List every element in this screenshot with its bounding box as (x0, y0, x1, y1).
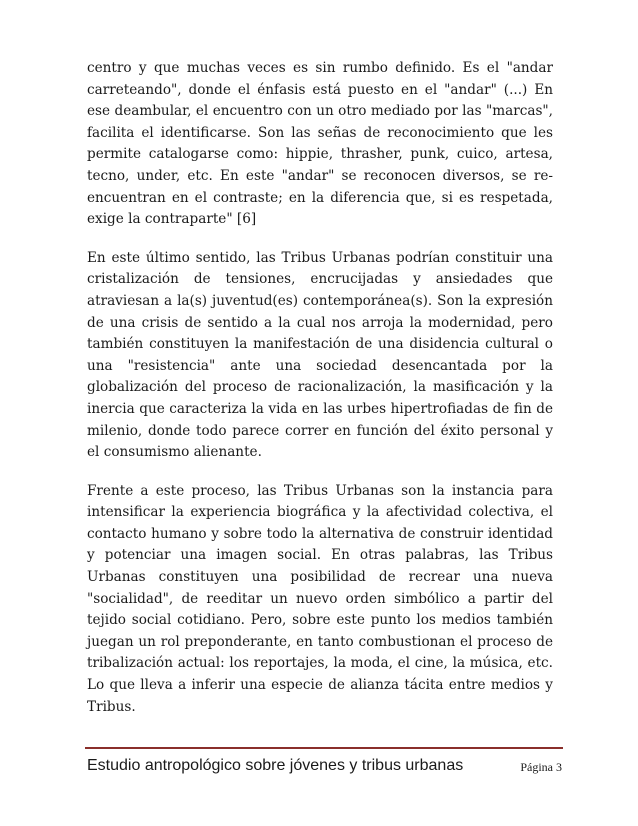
paragraph-3: Frente a este proceso, las Tribus Urbanas son la instancia para intensificar la experiencia biográfica y la afectividad colectiva, el contacto humano y sobre todo la alternativa de construir identidad y potenciar una imagen social. En otras palabras, las Tribus Urbanas constituyen una posibilidad de recrear una nueva "socialidad", de reeditar un nuevo orden simbólico a partir del tejido social cotidiano. Pero, sobre este punto los medios también juegan un rol preponderante, en tanto combustionan el proceso de tribalización actual: los reportajes, la moda, el cine, la música, etc. Lo que lleva a inferir una especie de alianza tácita entre medios y Tribus. (87, 482, 553, 715)
body-text (87, 58, 553, 735)
paragraph-1: centro y que muchas veces es sin rumbo definido. Es el "andar carreteando", donde el énfasis está puesto en el "andar" (...) En ese deambular, el encuentro con un otro mediado por las "marcas", facilita el identificarse. Son las señas de reconocimiento que les permite catalogarse como: hippie, thrasher, punk, cuico, artesa, tecno, under, etc. En este "andar" se reconocen diversos, se re-encuentran en el contraste; en la diferencia que, si es respetada, exige la contraparte" [6] (87, 60, 553, 228)
footer-page-number: Página 3 (520, 760, 562, 774)
footer-divider (85, 747, 563, 749)
paragraph-2: En este último sentido, las Tribus Urbanas podrían constituir una cristalización de tensiones, encrucijadas y ansiedades que atraviesan a la(s) juventud(es) contemporánea(s). Son la expresión de una crisis de sentido a la cual nos arroja la modernidad, pero también constituyen la manifestación de una disidencia cultural o una "resistencia" ante una sociedad desencantada por la globalización del proceso de racionalización, la masificación y la inercia que caracteriza la vida en las urbes hipertrofiadas de fin de milenio, donde todo parece correr en función del éxito personal y el consumismo alienante. (87, 249, 553, 461)
footer-document-title: Estudio antropológico sobre jóvenes y tribus urbanas (87, 757, 464, 774)
